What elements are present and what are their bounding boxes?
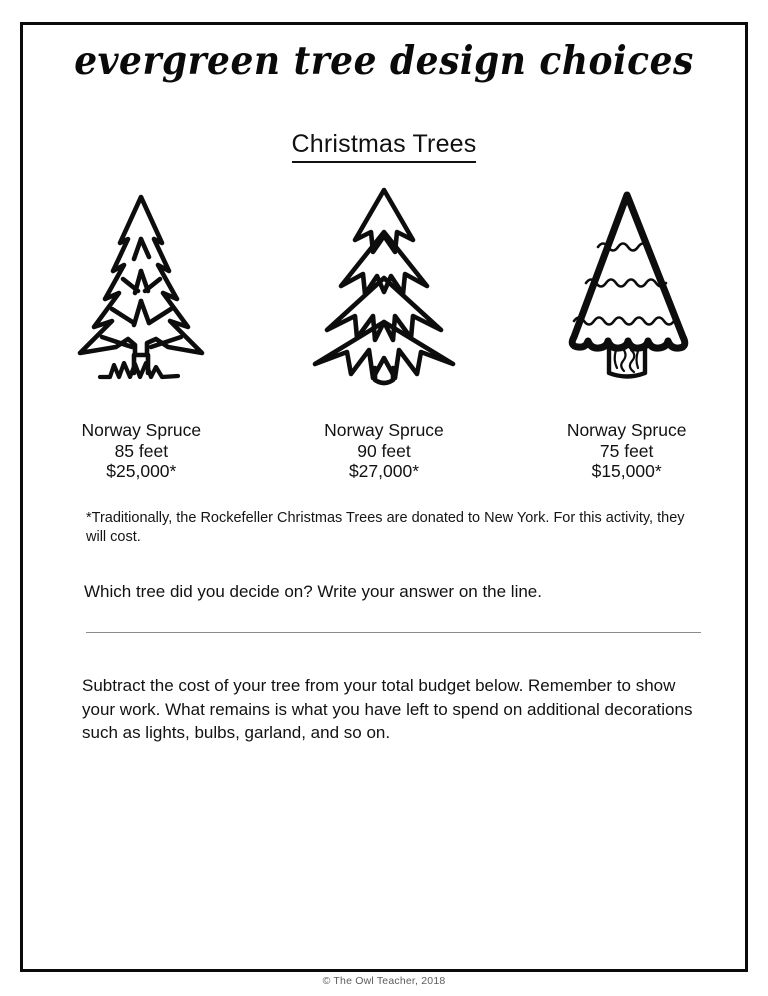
tree-height-3: 75 feet <box>599 440 654 461</box>
tree-caption-row <box>20 420 748 482</box>
tree-species-1: Norway Spruce <box>81 420 202 440</box>
page-title: evergreen tree design choices <box>74 38 694 84</box>
answer-write-in-line[interactable] <box>86 632 701 633</box>
copyright-footer: © The Owl Teacher, 2018 <box>322 975 446 987</box>
garland-spruce-tree-icon <box>536 182 718 387</box>
tree-illustration-row <box>20 182 748 387</box>
tree-height-2: 90 feet <box>357 440 411 461</box>
worksheet-content <box>20 22 748 972</box>
subtitle <box>20 130 748 163</box>
question-prompt: Which tree did you decide on? Write your answer on the line. <box>84 582 542 601</box>
bushy-spruce-tree-icon <box>50 182 232 387</box>
tree-species-2: Norway Spruce <box>324 420 444 440</box>
tree-price-3: $15,000* <box>591 461 662 481</box>
tree-option-2[interactable] <box>284 182 484 387</box>
instruction-paragraph: Subtract the cost of your tree from your total budget below. Remember to show your work. What remains is what you have left to spend on additional decorations such as lights, bulbs, garland, and so on. <box>82 676 693 742</box>
layered-spruce-tree-icon <box>293 182 475 387</box>
tree-caption-1 <box>41 420 241 482</box>
tree-caption-3 <box>527 420 727 482</box>
tree-price-1: $25,000* <box>106 461 177 481</box>
tree-caption-2 <box>284 420 484 482</box>
tree-option-3[interactable] <box>527 182 727 387</box>
tree-species-3: Norway Spruce <box>566 420 687 440</box>
subtitle-text: Christmas Trees <box>292 130 477 163</box>
tree-option-1[interactable] <box>41 182 241 387</box>
tree-price-2: $27,000* <box>348 461 420 481</box>
tree-height-1: 85 feet <box>114 440 169 461</box>
footnote-text: *Traditionally, the Rockefeller Christmas Trees are donated to New York. For this activity, they will cost. <box>86 510 685 545</box>
